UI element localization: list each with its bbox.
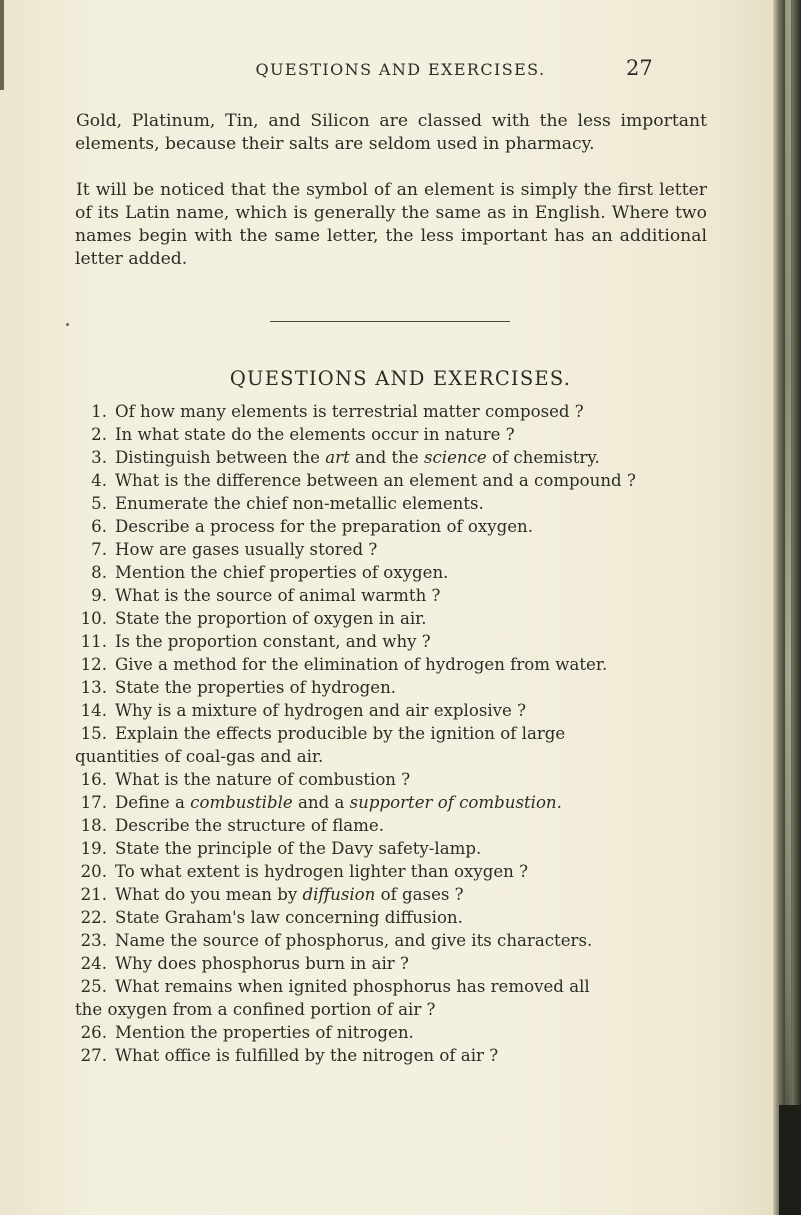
question-item bbox=[75, 515, 709, 538]
text-run: State the proportion of oxygen in air. bbox=[115, 609, 427, 628]
question-number: 7. bbox=[91, 540, 107, 559]
question-item bbox=[75, 469, 709, 492]
question-text bbox=[115, 839, 481, 858]
section-divider bbox=[270, 321, 510, 322]
text-run: In what state do the elements occur in nature ? bbox=[115, 425, 515, 444]
running-title: QUESTIONS AND EXERCISES. bbox=[255, 60, 546, 79]
question-item bbox=[75, 722, 709, 768]
question-number: 15. bbox=[80, 724, 107, 743]
question-item bbox=[75, 837, 709, 860]
question-item bbox=[75, 446, 709, 469]
question-number: 23. bbox=[80, 931, 107, 950]
question-item bbox=[75, 929, 709, 952]
section-title: QUESTIONS AND EXERCISES. bbox=[229, 367, 572, 390]
question-item bbox=[75, 400, 709, 423]
text-run: and the bbox=[349, 448, 424, 467]
question-number: 11. bbox=[80, 632, 107, 651]
question-item bbox=[75, 975, 709, 1021]
question-item bbox=[75, 630, 709, 653]
question-item bbox=[75, 561, 709, 584]
question-number: 14. bbox=[80, 701, 107, 720]
question-item bbox=[75, 699, 709, 722]
question-item bbox=[75, 768, 709, 791]
running-header bbox=[0, 56, 801, 80]
question-number: 8. bbox=[91, 563, 107, 582]
question-text bbox=[115, 448, 600, 467]
text-run: Describe a process for the preparation of oxygen. bbox=[115, 517, 533, 536]
question-continuation: quantities of coal-gas and air. bbox=[75, 747, 324, 766]
page-number: 27 bbox=[626, 56, 653, 80]
question-item bbox=[75, 883, 709, 906]
question-number: 25. bbox=[80, 977, 107, 996]
question-text bbox=[115, 931, 592, 950]
question-text bbox=[115, 678, 396, 697]
text-run: Define a bbox=[115, 793, 191, 812]
text-run: What is the nature of combustion ? bbox=[115, 770, 411, 789]
question-text bbox=[115, 908, 463, 927]
text-run: What office is fulfilled by the nitrogen of air ? bbox=[115, 1046, 499, 1065]
text-run: Explain the effects producible by the ignition of large bbox=[115, 724, 566, 743]
question-item bbox=[75, 492, 709, 515]
question-item bbox=[75, 538, 709, 561]
question-text bbox=[115, 724, 565, 743]
question-item bbox=[75, 653, 709, 676]
text-run: State the properties of hydrogen. bbox=[115, 678, 397, 697]
question-item bbox=[75, 676, 709, 699]
question-number: 1. bbox=[91, 402, 107, 421]
print-speck bbox=[66, 323, 69, 326]
question-text bbox=[115, 954, 409, 973]
question-text bbox=[115, 586, 440, 605]
question-text bbox=[115, 816, 384, 835]
text-run: Name the source of phosphorus, and give its characters. bbox=[115, 931, 593, 950]
italic-term: diffusion bbox=[302, 885, 376, 904]
question-continuation: the oxygen from a confined portion of air ? bbox=[75, 1000, 436, 1019]
question-item bbox=[75, 952, 709, 975]
question-item bbox=[75, 607, 709, 630]
question-text bbox=[115, 655, 607, 674]
question-text bbox=[115, 885, 464, 904]
italic-term: science bbox=[423, 448, 487, 467]
question-number: 27. bbox=[80, 1046, 107, 1065]
question-number: 19. bbox=[80, 839, 107, 858]
question-text bbox=[115, 1023, 414, 1042]
text-run: What is the difference between an element and a compound ? bbox=[115, 471, 636, 490]
text-run: and a bbox=[292, 793, 350, 812]
book-spine-shadow bbox=[779, 1105, 801, 1215]
question-number: 17. bbox=[80, 793, 107, 812]
text-run: What do you mean by bbox=[115, 885, 303, 904]
question-text bbox=[115, 402, 584, 421]
question-text bbox=[115, 977, 590, 996]
question-number: 4. bbox=[91, 471, 107, 490]
text-run: Why is a mixture of hydrogen and air explosive ? bbox=[115, 701, 527, 720]
question-number: 22. bbox=[80, 908, 107, 927]
question-number: 3. bbox=[91, 448, 107, 467]
text-run: Of how many elements is terrestrial matter composed ? bbox=[115, 402, 584, 421]
question-text bbox=[115, 471, 636, 490]
question-text bbox=[115, 701, 526, 720]
question-number: 10. bbox=[80, 609, 107, 628]
question-text bbox=[115, 494, 484, 513]
text-run: Why does phosphorus burn in air ? bbox=[115, 954, 409, 973]
text-run: of chemistry. bbox=[486, 448, 600, 467]
text-run: State Graham's law concerning diffusion. bbox=[115, 908, 463, 927]
text-run: Give a method for the elimination of hydrogen from water. bbox=[115, 655, 608, 674]
question-number: 24. bbox=[80, 954, 107, 973]
question-text bbox=[115, 632, 431, 651]
question-text bbox=[115, 609, 427, 628]
question-number: 21. bbox=[80, 885, 107, 904]
question-number: 12. bbox=[80, 655, 107, 674]
text-run: Enumerate the chief non-metallic elements. bbox=[115, 494, 484, 513]
question-item bbox=[75, 814, 709, 837]
question-text bbox=[115, 770, 410, 789]
question-number: 20. bbox=[80, 862, 107, 881]
text-run: Distinguish between the bbox=[115, 448, 326, 467]
paragraph-element-symbols: It will be noticed that the symbol of an element is simply the first letter of its Latin name, which is generally the same as in English. Where two names begin with the same letter, the less important has an additional letter added. bbox=[75, 180, 707, 269]
question-item bbox=[75, 906, 709, 929]
question-number: 2. bbox=[91, 425, 107, 444]
question-number: 26. bbox=[80, 1023, 107, 1042]
text-run: To what extent is hydrogen lighter than oxygen ? bbox=[115, 862, 529, 881]
text-run: Mention the chief properties of oxygen. bbox=[115, 563, 449, 582]
question-item bbox=[75, 791, 709, 814]
text-run: Is the proportion constant, and why ? bbox=[115, 632, 431, 651]
question-number: 13. bbox=[80, 678, 107, 697]
question-text bbox=[115, 540, 377, 559]
question-text bbox=[115, 1046, 498, 1065]
question-item bbox=[75, 1021, 709, 1044]
question-item bbox=[75, 423, 709, 446]
question-text bbox=[115, 862, 528, 881]
question-item bbox=[75, 1044, 709, 1067]
paragraph-less-important-elements: Gold, Platinum, Tin, and Silicon are classed with the less important elements, because their salts are seldom used in pharmacy. bbox=[75, 111, 707, 154]
question-number: 6. bbox=[91, 517, 107, 536]
italic-term: supporter of combustion. bbox=[349, 793, 562, 812]
question-item bbox=[75, 860, 709, 883]
italic-term: art bbox=[325, 448, 350, 467]
text-run: Describe the structure of flame. bbox=[115, 816, 385, 835]
question-text bbox=[115, 563, 448, 582]
book-spine-highlight bbox=[785, 0, 791, 1215]
question-number: 5. bbox=[91, 494, 107, 513]
italic-term: combustible bbox=[190, 793, 293, 812]
text-run: What remains when ignited phosphorus has removed all bbox=[115, 977, 590, 996]
text-run: What is the source of animal warmth ? bbox=[115, 586, 441, 605]
questions-list bbox=[75, 400, 709, 1067]
question-text bbox=[115, 425, 515, 444]
question-number: 16. bbox=[80, 770, 107, 789]
question-number: 18. bbox=[80, 816, 107, 835]
text-run: of gases ? bbox=[375, 885, 464, 904]
text-run: How are gases usually stored ? bbox=[115, 540, 378, 559]
text-run: State the principle of the Davy safety-lamp. bbox=[115, 839, 482, 858]
question-text bbox=[115, 793, 562, 812]
text-run: Mention the properties of nitrogen. bbox=[115, 1023, 414, 1042]
question-number: 9. bbox=[91, 586, 107, 605]
question-item bbox=[75, 584, 709, 607]
question-text bbox=[115, 517, 533, 536]
